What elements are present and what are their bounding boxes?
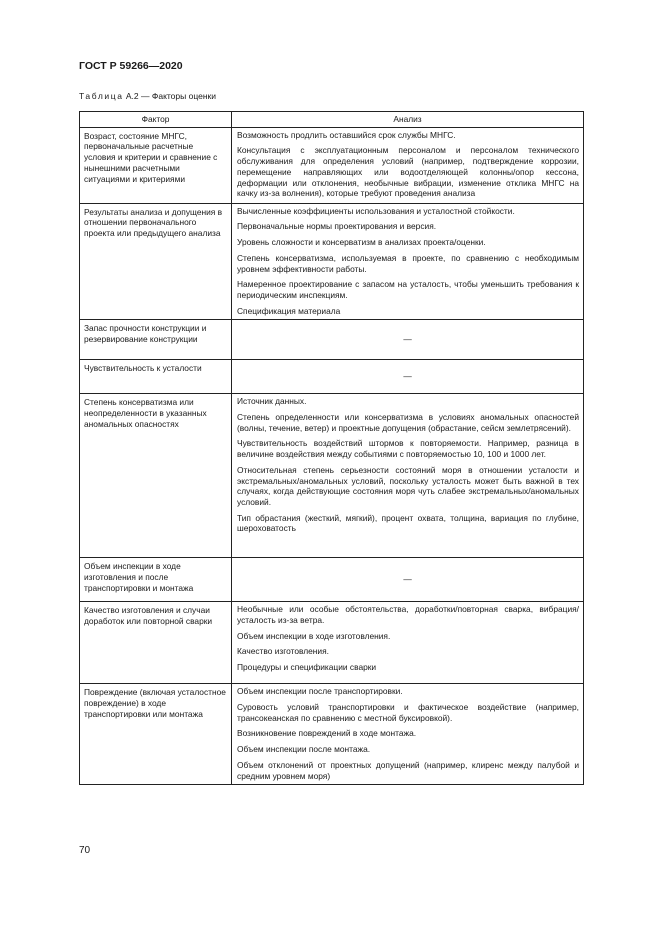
factor-cell: Качество изготовления и случаи доработок или повторной сварки <box>80 602 232 684</box>
analysis-cell <box>232 394 584 558</box>
analysis-paragraph: Вычисленные коэффициенты использования и усталостной стойкости. <box>237 205 515 216</box>
table-row <box>80 320 584 360</box>
factor-cell: Чувствительность к усталости <box>80 360 232 394</box>
analysis-paragraph: Объем инспекции после монтажа. <box>237 744 371 755</box>
analysis-paragraph: Процедуры и спецификации сварки <box>237 662 377 673</box>
column-header-analysis: Анализ <box>232 112 584 128</box>
analysis-paragraph: Степень определенности или консерватизма в условиях аномальных опасностей (волны, течение, ветер) и проектные допущения (обрастание, сейсм землетрясений). <box>237 412 579 433</box>
analysis-cell <box>232 203 584 320</box>
table-header-row <box>80 112 584 128</box>
analysis-paragraph: Объем инспекции в ходе изготовления. <box>237 630 391 641</box>
analysis-paragraph: Степень консерватизма, используемая в проекте, по сравнению с необходимым уровнем эффективности работы. <box>237 252 579 274</box>
analysis-paragraph: Намеренное проектирование с запасом на усталость, чтобы уменьшить требования к периодическим инспекциям. <box>237 279 579 300</box>
analysis-cell: — <box>232 360 584 394</box>
table-row <box>80 602 584 684</box>
factor-cell: Степень консерватизма или неопределенности в указанных аномальных опасностях <box>80 394 232 558</box>
document-code: ГОСТ Р 59266—2020 <box>79 60 183 72</box>
analysis-cell: — <box>232 558 584 602</box>
analysis-paragraph: Объем отклонений от проектных допущений (например, клиренс между палубой и средним уровнем моря) <box>237 759 579 781</box>
analysis-paragraph: Относительная степень серьезности состояний моря в отношении усталости и экстремальных/аномальных условий, поскольку усталость может быть важной в тех случаях, когда действующие состояния моря чуть слабее экстремальных/аномальных условий. <box>237 464 579 507</box>
table-row <box>80 127 584 203</box>
factor-cell: Объем инспекции в ходе изготовления и после транспортировки и монтажа <box>80 558 232 602</box>
table-row <box>80 394 584 558</box>
analysis-cell <box>232 602 584 684</box>
analysis-paragraph: Объем инспекции после транспортировки. <box>237 686 403 697</box>
analysis-paragraph: Консультация с эксплуатационным персоналом и персоналом технического обслуживания для определения условий (например, подтверждение коррозии, перемещение направляющих или водоотделяющей колонны/опор кессона, деформации или отклонения, необычные вибрации, изменение отклика МНГС на качку из-за волнения), которые требуют проведения анализа <box>237 145 579 199</box>
analysis-paragraph: Возникновение повреждений в ходе монтажа. <box>237 728 417 739</box>
analysis-paragraph: Спецификация материала <box>237 305 341 316</box>
table-row <box>80 360 584 394</box>
column-header-factor: Фактор <box>80 112 232 128</box>
factor-cell: Запас прочности конструкции и резервирование конструкции <box>80 320 232 360</box>
table-caption-title: А.2 — Факторы оценки <box>123 91 216 101</box>
page-number: 70 <box>79 845 91 856</box>
analysis-paragraph: Источник данных. <box>237 396 307 407</box>
table-row <box>80 558 584 602</box>
analysis-paragraph: Необычные или особые обстоятельства, доработки/повторная сварка, вибрация/усталость из-за ветра. <box>237 604 579 626</box>
analysis-paragraph: Уровень сложности и консерватизм в анализах проекта/оценки. <box>237 237 486 248</box>
table-caption <box>79 91 216 101</box>
analysis-cell: — <box>232 320 584 360</box>
table-row <box>80 684 584 785</box>
analysis-paragraph: Первоначальные нормы проектирования и версия. <box>237 221 437 232</box>
analysis-paragraph: Тип обрастания (жесткий, мягкий), процент охвата, толщина, вариация по глубине, шероховатость <box>237 512 579 534</box>
factor-cell: Повреждение (включая усталостное повреждение) в ходе транспортировки или монтажа <box>80 684 232 785</box>
analysis-cell <box>232 684 584 785</box>
analysis-paragraph: Качество изготовления. <box>237 646 329 657</box>
analysis-paragraph: Возможность продлить оставшийся срок службы МНГС. <box>237 129 456 140</box>
factors-table <box>79 111 584 785</box>
analysis-paragraph: Суровость условий транспортировки и фактическое воздействие (например, трансокеанская по сравнению с местной буксировкой). <box>237 702 579 723</box>
analysis-cell <box>232 127 584 203</box>
factor-cell: Возраст, состояние МНГС, первоначальные расчетные условия и критерии и сравнение с нынешними расчетными ситуациями и критериями <box>80 127 232 203</box>
factor-cell: Результаты анализа и допущения в отношении первоначального проекта или предыдущего анализа <box>80 203 232 320</box>
table-row <box>80 203 584 320</box>
analysis-paragraph: Чувствительность воздействий штормов к повторяемости. Например, разница в величине воздействия между событиями с повторяемостью 10, 100 и 1000 лет. <box>237 438 579 460</box>
table-caption-prefix: Таблица <box>79 91 124 101</box>
